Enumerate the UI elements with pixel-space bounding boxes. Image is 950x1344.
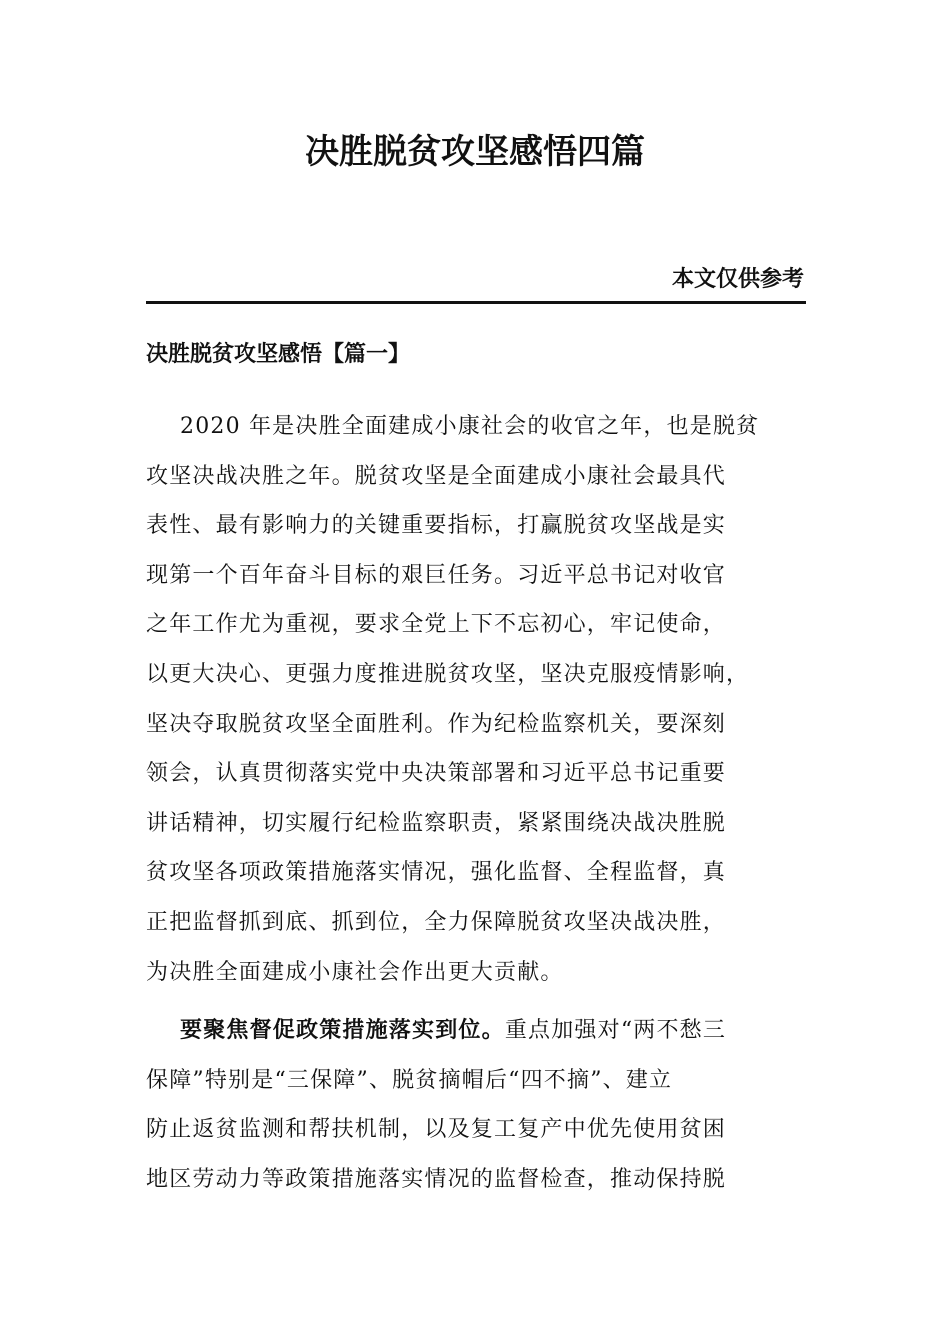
disclaimer-note: 本文仅供参考 (671, 266, 804, 292)
paragraph-line: 防止返贫监测和帮扶机制，以及复工复产中优先使用贫困 (146, 1117, 727, 1143)
paragraph-line (146, 1006, 806, 1056)
paragraph-line: 2020 年是决胜全面建成小康社会的收官之年，也是脱贫 (180, 414, 760, 439)
paragraph-line: 正把监督抓到底、抓到位，全力保障脱贫攻坚决战决胜， (146, 909, 727, 935)
paragraph-line: 为决胜全面建成小康社会作出更大贡献。 (146, 959, 564, 985)
title-divider (146, 301, 806, 304)
paragraph-line: 讲话精神，切实履行纪检监察职责，紧紧围绕决战决胜脱 (146, 810, 727, 836)
paragraph-line: 贫攻坚各项政策措施落实情况，强化监督、全程监督，真 (146, 860, 727, 886)
section-heading: 决胜脱贫攻坚感悟【篇一】 (146, 341, 411, 367)
paragraph-line: 现第一个百年奋斗目标的艰巨任务。习近平总书记对收官 (146, 562, 727, 588)
paragraph-line: 地区劳动力等政策措施落实情况的监督检查，推动保持脱 (146, 1166, 727, 1192)
paragraph-line: 坚决夺取脱贫攻坚全面胜利。作为纪检监察机关，要深刻 (146, 711, 727, 737)
paragraph-line: 领会，认真贯彻落实党中央决策部署和习近平总书记重要 (146, 761, 727, 787)
paragraph-line: 攻坚决战决胜之年。脱贫攻坚是全面建成小康社会最具代 (146, 463, 727, 489)
paragraph-line: 表性、最有影响力的关键重要指标，打赢脱贫攻坚战是实 (146, 513, 727, 539)
paragraph-line: 保障”特别是“三保障”、脱贫摘帽后“四不摘”、建立 (146, 1067, 673, 1093)
paragraph-lead-bold: 要聚焦督促政策措施落实到位。 (180, 1017, 505, 1043)
paragraph-2 (146, 1006, 806, 1216)
paragraph-line-rest: 重点加强对“两不愁三 (504, 1018, 727, 1043)
document-title: 决胜脱贫攻坚感悟四篇 (305, 132, 645, 172)
paragraph-line: 以更大决心、更强力度推进脱贫攻坚，坚决克服疫情影响， (146, 661, 750, 687)
paragraph-line: 之年工作尤为重视，要求全党上下不忘初心，牢记使命， (146, 612, 727, 638)
paragraph-1 (146, 402, 806, 996)
